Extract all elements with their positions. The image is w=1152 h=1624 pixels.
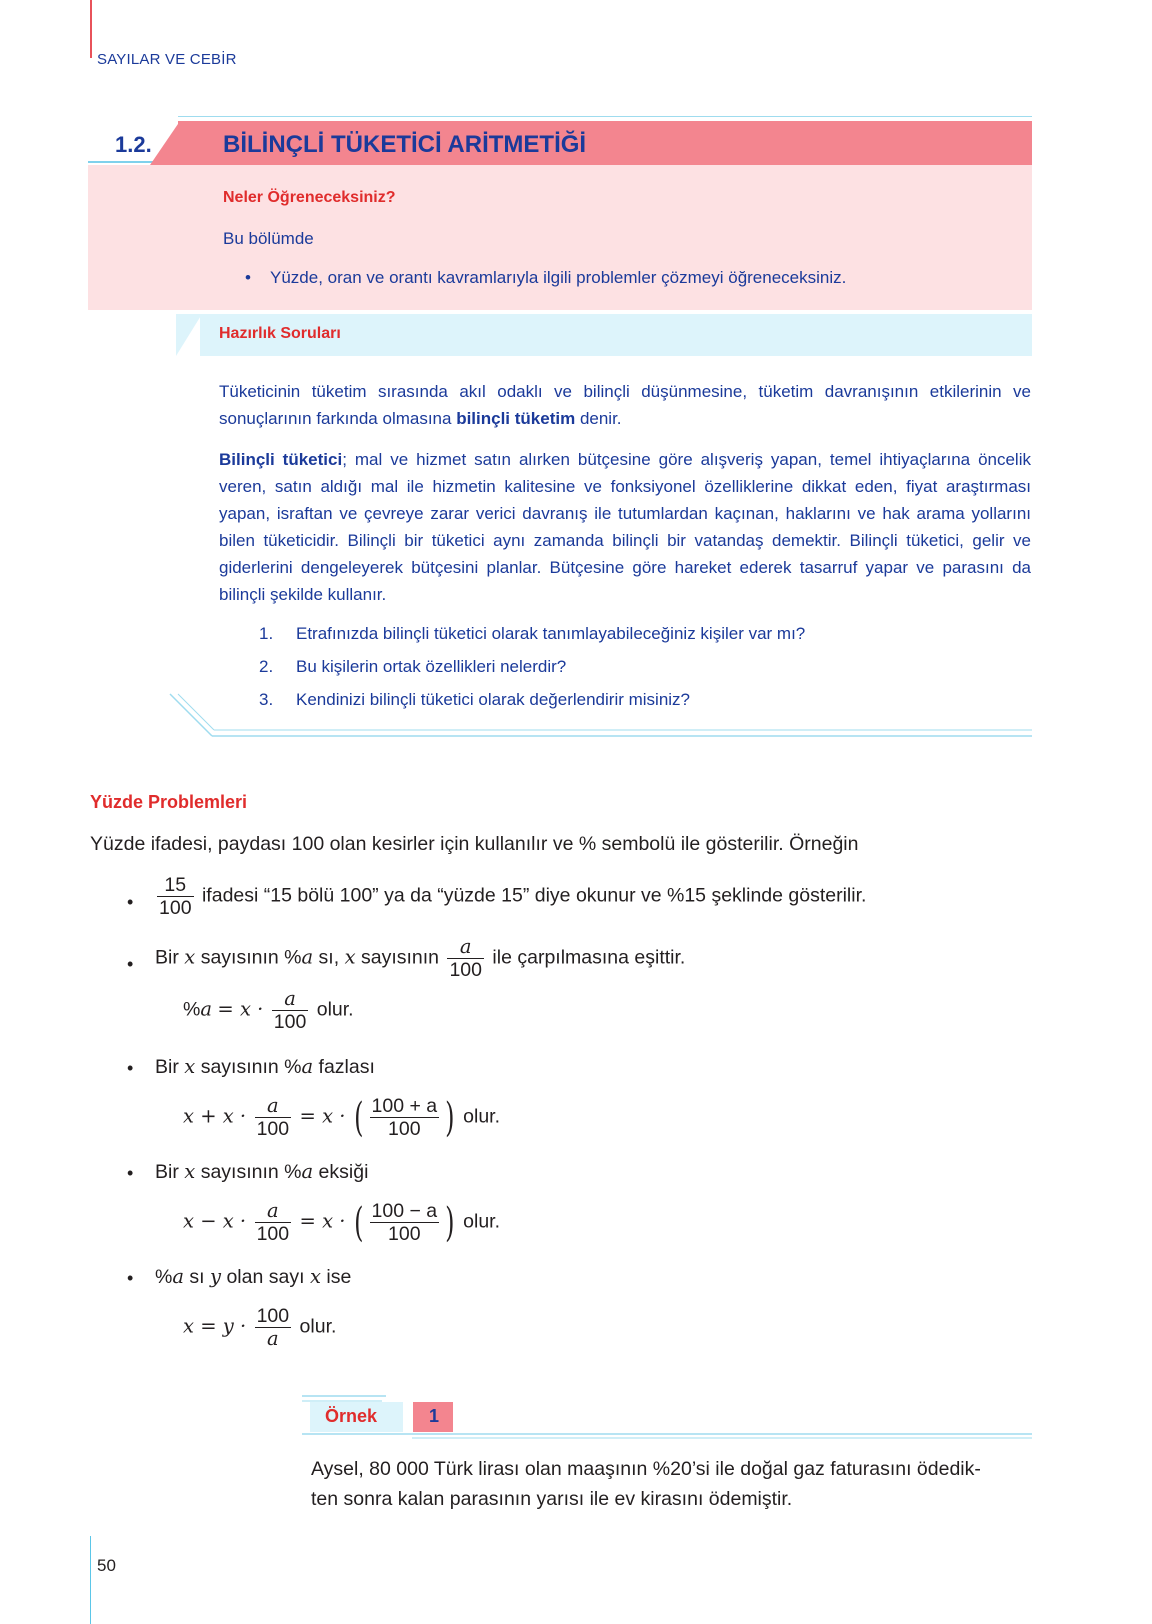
b3-mid: sayısının % bbox=[200, 1056, 302, 1078]
fraction-numerator: 15 bbox=[164, 874, 187, 896]
b3-pre: Bir bbox=[155, 1056, 179, 1078]
running-header: SAYILAR VE CEBİR bbox=[97, 51, 237, 68]
formula-1 bbox=[183, 988, 354, 1033]
fraction-numerator: a bbox=[267, 1094, 279, 1117]
b4-pre: Bir bbox=[155, 1161, 179, 1183]
example-rule bbox=[300, 1392, 1034, 1442]
f2-lhs: x + x · bbox=[183, 1104, 247, 1128]
objectives-item: Yüzde, oran ve orantı kavramlarıyla ilgili problemler çözmeyi öğreneceksiniz. bbox=[270, 268, 847, 287]
f3-olur: olur. bbox=[463, 1210, 500, 1233]
fraction-a-100 bbox=[255, 1200, 292, 1245]
prep-p2-bold: Bilinçli tüketici bbox=[219, 450, 343, 469]
fraction-100-a bbox=[255, 1305, 292, 1350]
fraction-numerator: 100 − a bbox=[371, 1200, 438, 1222]
b4-mid: sayısının % bbox=[200, 1161, 302, 1183]
bullet-1: • bbox=[127, 892, 134, 912]
bullet-5: • bbox=[127, 1268, 134, 1288]
fraction-15-100 bbox=[157, 874, 194, 919]
fraction-numerator: a bbox=[284, 987, 296, 1010]
b2-post: ile çarpılmasına eşittir. bbox=[492, 946, 686, 969]
b2-x: x bbox=[184, 945, 196, 969]
objectives-bullet: • bbox=[245, 268, 251, 287]
fraction-denominator: 100 bbox=[273, 1011, 307, 1033]
bullet-5-line bbox=[155, 1265, 351, 1289]
margin-line-red bbox=[90, 0, 92, 58]
prep-p1-bold: bilinçli tüketim bbox=[456, 409, 576, 428]
f4-lhs: x = y · bbox=[183, 1314, 247, 1338]
formula-3 bbox=[183, 1200, 500, 1245]
prep-paragraph-2 bbox=[219, 446, 1031, 608]
bullet-2: • bbox=[127, 954, 134, 974]
fraction-denominator: a bbox=[255, 1327, 292, 1350]
bullet-2-line bbox=[155, 936, 685, 981]
question-num-2: 2. bbox=[259, 657, 274, 676]
b5-a: a bbox=[172, 1265, 184, 1288]
b4-a: a bbox=[301, 1160, 314, 1183]
page-number: 50 bbox=[97, 1556, 116, 1575]
b5-pre: % bbox=[155, 1266, 173, 1288]
title-rule-top bbox=[178, 116, 1032, 117]
fraction-numerator: 100 bbox=[256, 1305, 290, 1327]
objectives-heading: Neler Öğreneceksiniz? bbox=[223, 189, 396, 206]
formula-2 bbox=[183, 1095, 500, 1140]
formula-4 bbox=[183, 1305, 336, 1350]
prep-band-notch bbox=[176, 314, 202, 356]
b2-a: a bbox=[301, 945, 314, 969]
b2-pre: Bir bbox=[155, 946, 179, 969]
b2-mid3: sayısının bbox=[360, 946, 440, 969]
f2-olur: olur. bbox=[463, 1105, 500, 1128]
fraction-100-plus-a bbox=[370, 1095, 440, 1140]
question-num-3: 3. bbox=[259, 690, 274, 709]
bullet-4-line bbox=[155, 1160, 368, 1184]
prep-p2-text: ; mal ve hizmet satın alırken bütçesine göre alışveriş yapan, temel ihtiyaçlarına öncelik veren, satın aldığı mal ile hizmetin kalitesine ve fonksiyonel özelliklerine dikkat eden, fiyat araştırması yapan, israftan ve çevreye zarar verici davranış ile tutumlardan kaçınan, haklarını ve hak arama yollarını bilen tüketicidir. Bilinçli bir tüketici aynı zamanda bilinçli bir vatandaş demektir. Bilinçli tüketici, gelir ve giderlerini dengeleyerek bütçesini planlar. Bütçesine göre hareket ederek tasarruf yapar ve parasını da bilinçli şekilde kullanır. bbox=[219, 450, 1031, 604]
f3-lhs: x − x · bbox=[183, 1209, 247, 1233]
fraction-a-100 bbox=[447, 936, 484, 981]
prep-heading: Hazırlık Soruları bbox=[219, 325, 341, 342]
fraction-numerator: 100 + a bbox=[371, 1095, 438, 1117]
b2-mid: sayısının % bbox=[200, 946, 302, 969]
question-3: Kendinizi bilinçli tüketici olarak değerlendirir misiniz? bbox=[296, 690, 691, 709]
bullet-3-line bbox=[155, 1055, 375, 1079]
example-number: 1 bbox=[429, 1406, 440, 1426]
fraction-numerator: a bbox=[267, 1199, 279, 1222]
b5-x: x bbox=[309, 1265, 321, 1288]
b3-post: fazlası bbox=[318, 1056, 375, 1078]
prep-paragraph-1 bbox=[219, 378, 1031, 432]
fraction-denominator: 100 bbox=[256, 1223, 290, 1245]
f3-eq: = x · bbox=[299, 1209, 346, 1233]
fraction-denominator: 100 bbox=[256, 1118, 290, 1140]
b5-mid2: olan sayı bbox=[226, 1266, 305, 1288]
b4-post: eksiği bbox=[318, 1161, 369, 1183]
margin-line-bottom bbox=[90, 1536, 91, 1624]
objectives-intro: Bu bölümde bbox=[223, 229, 314, 248]
f1-percent: % bbox=[183, 998, 201, 1021]
b5-post: ise bbox=[326, 1266, 352, 1288]
right-paren: ) bbox=[445, 1094, 455, 1141]
b5-mid: sı bbox=[189, 1266, 205, 1288]
f1-a: a bbox=[200, 997, 212, 1021]
f4-olur: olur. bbox=[299, 1315, 337, 1338]
b5-y: y bbox=[210, 1265, 222, 1288]
b3-a: a bbox=[301, 1055, 314, 1078]
section-number: 1.2. bbox=[115, 132, 152, 157]
right-paren: ) bbox=[445, 1199, 455, 1246]
bullet-1-line bbox=[154, 874, 866, 919]
b4-x: x bbox=[184, 1160, 196, 1183]
fraction-numerator: a bbox=[459, 935, 472, 958]
percent-heading: Yüzde Problemleri bbox=[90, 792, 248, 812]
section-title: BİLİNÇLİ TÜKETİCİ ARİTMETİĞİ bbox=[223, 131, 587, 158]
fraction-100-minus-a bbox=[370, 1200, 440, 1245]
percent-intro: Yüzde ifadesi, paydası 100 olan kesirler için kullanılır ve % sembolü ile gösterilir. Örneğin bbox=[90, 833, 859, 855]
bullet-4: • bbox=[127, 1163, 134, 1183]
example-label: Örnek bbox=[325, 1406, 378, 1426]
prep-p1-end: denir. bbox=[575, 409, 622, 428]
bullet-3: • bbox=[127, 1058, 134, 1078]
fraction-denominator: 100 bbox=[159, 897, 192, 919]
fraction-denominator: 100 bbox=[370, 1117, 440, 1140]
fraction-a-100 bbox=[255, 1095, 292, 1140]
example-line-2: ten sonra kalan parasının yarısı ile ev kirasını ödemiştir. bbox=[311, 1488, 793, 1510]
question-1: Etrafınızda bilinçli tüketici olarak tanımlayabileceğiniz kişiler var mı? bbox=[296, 624, 806, 643]
b3-x: x bbox=[184, 1055, 196, 1078]
title-band-notch bbox=[150, 121, 180, 165]
bullet-1-text: ifadesi “15 bölü 100” ya da “yüzde 15” diye okunur ve %15 şeklinde gösterilir. bbox=[201, 884, 867, 907]
fraction-denominator: 100 bbox=[449, 959, 482, 981]
f2-eq: = x · bbox=[299, 1104, 346, 1128]
f1-eq: = x · bbox=[217, 997, 264, 1021]
example-line-1: Aysel, 80 000 Türk lirası olan maaşının %20’si ile doğal gaz faturasını ödedik- bbox=[311, 1458, 981, 1480]
fraction-denominator: 100 bbox=[370, 1222, 440, 1245]
question-num-1: 1. bbox=[259, 624, 274, 643]
prep-p1-text: Tüketicinin tüketim sırasında akıl odaklı ve bilinçli düşünmesine, tüketim davranışının etkilerinin ve sonuçlarının farkında olmasına bbox=[219, 382, 1031, 428]
f1-olur: olur. bbox=[316, 998, 354, 1021]
b2-mid2: sı, bbox=[318, 946, 340, 969]
b2-x2: x bbox=[344, 945, 356, 969]
fraction-a-100 bbox=[272, 988, 309, 1033]
question-2: Bu kişilerin ortak özellikleri nelerdir? bbox=[296, 657, 567, 676]
prep-box-rule bbox=[168, 692, 1034, 742]
left-paren: ( bbox=[354, 1199, 364, 1246]
left-paren: ( bbox=[354, 1094, 364, 1141]
